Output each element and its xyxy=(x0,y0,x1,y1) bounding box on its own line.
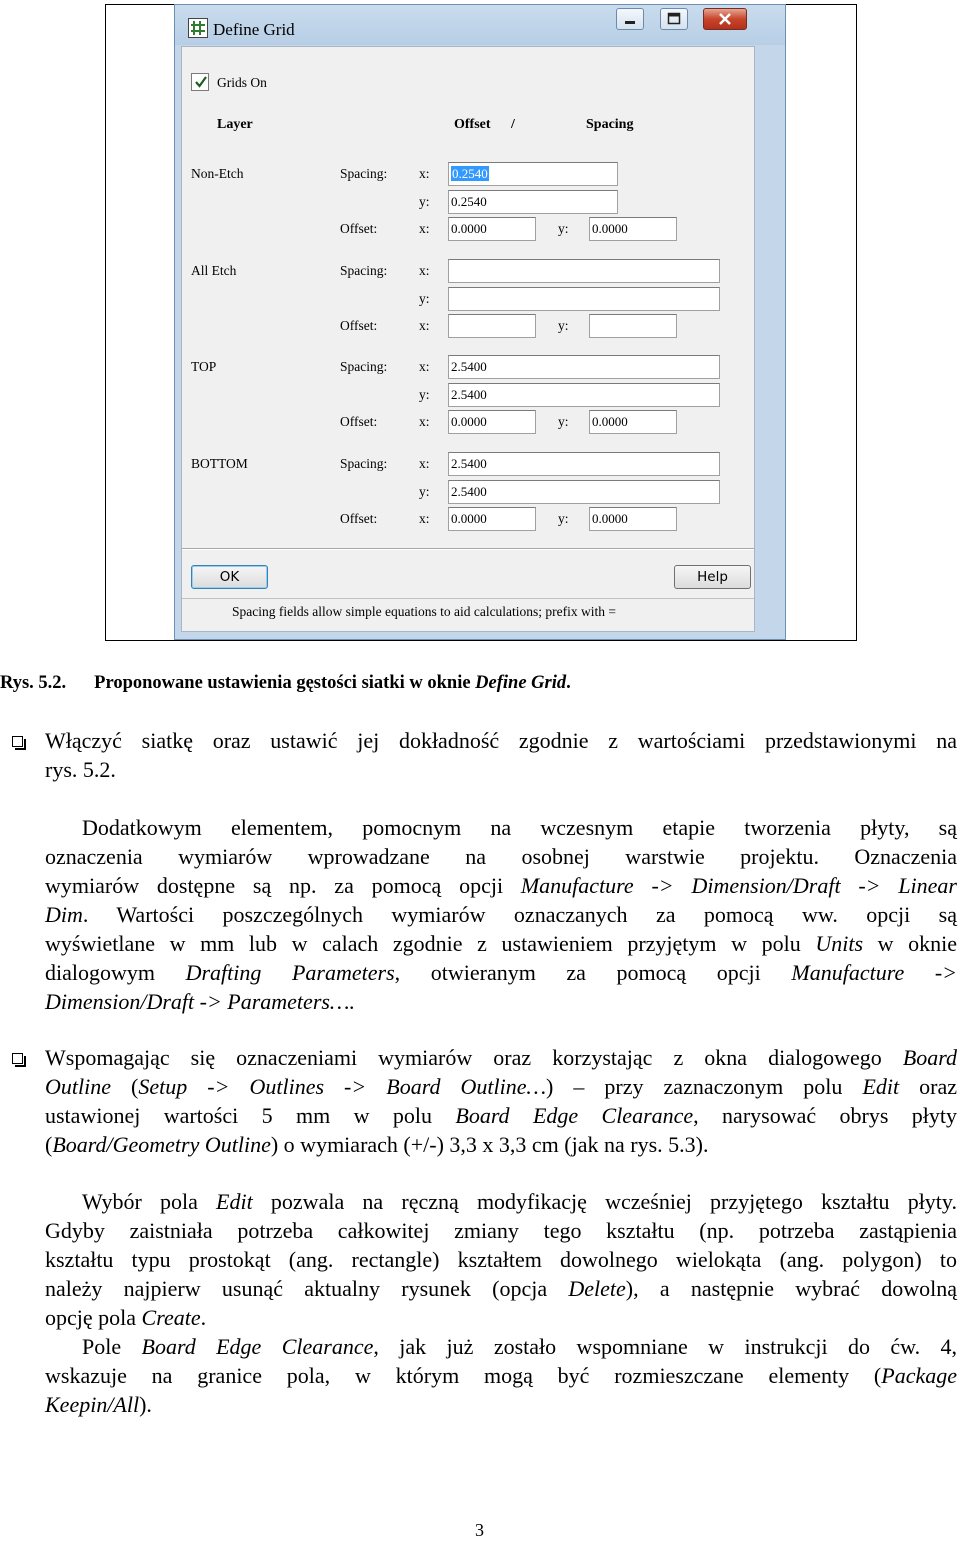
text-span: ) – przy zaznaczonym polu xyxy=(546,1074,863,1099)
y-label: y: xyxy=(419,194,430,209)
paragraph-3 xyxy=(45,1043,957,1159)
header-spacing: Spacing xyxy=(586,117,634,132)
spacing-label: Spacing: xyxy=(340,456,388,471)
x-label: x: xyxy=(419,318,430,333)
dialog-name: Board xyxy=(902,1045,957,1070)
text-span: wskazuje na granice pola, w którym mogą być rozmieszczane elementy ( xyxy=(45,1363,882,1388)
figure-caption xyxy=(0,673,571,694)
text-span: , jak już zostało wspomniane w instrukcji do ćw. 4, xyxy=(373,1334,957,1359)
menu-path: Manufacture -> Dimension/Draft -> Linear xyxy=(520,873,957,898)
bottom-spacing-x-input[interactable]: 2.5400 xyxy=(448,452,720,476)
status-text: Spacing fields allow simple equations to aid calculations; prefix with = xyxy=(232,604,617,619)
separator xyxy=(182,548,754,550)
text-line xyxy=(45,1390,957,1419)
text-span: w oknie xyxy=(863,931,957,956)
all-etch-spacing-x-input[interactable] xyxy=(448,259,720,283)
text-line xyxy=(45,1274,957,1303)
all-etch-offset-x-input[interactable] xyxy=(448,314,536,338)
text-line xyxy=(45,1101,957,1130)
non-etch-offset-y-input[interactable]: 0.0000 xyxy=(589,217,677,241)
y-label: y: xyxy=(558,318,569,333)
non-etch-offset-x-input[interactable]: 0.0000 xyxy=(448,217,536,241)
spacing-label: Spacing: xyxy=(340,166,388,181)
selected-value: 0.2540 xyxy=(452,166,488,181)
text-span: pozwala na ręczną modyfikację wcześniej przyjętego kształtu płyty. xyxy=(252,1189,957,1214)
text-span: . Wartości poszczególnych wymiarów oznaczanych za pomocą ww. opcji są xyxy=(82,902,957,927)
grids-on-label: Grids On xyxy=(217,75,267,90)
text-line: Dodatkowym elementem, pomocnym na wczesnym etapie tworzenia płyty, są xyxy=(82,815,957,840)
offset-label: Offset: xyxy=(340,318,378,333)
app-grid-icon xyxy=(188,18,208,38)
offset-label: Offset: xyxy=(340,221,378,236)
header-layer: Layer xyxy=(217,117,253,132)
paragraph-4 xyxy=(45,1187,957,1332)
text-span: ( xyxy=(45,1132,53,1157)
dialog-name: Outline xyxy=(45,1074,111,1099)
layer-name-all-etch: All Etch xyxy=(191,263,237,278)
text-line xyxy=(45,900,957,929)
text-line xyxy=(45,1332,957,1361)
header-slash: / xyxy=(511,117,515,132)
menu-path: Dimension/Draft -> Parameters…. xyxy=(45,989,355,1014)
grids-on-checkbox[interactable] xyxy=(191,73,209,91)
close-button[interactable] xyxy=(703,8,747,30)
y-label: y: xyxy=(419,291,430,306)
text-line: rys. 5.2. xyxy=(45,757,116,782)
text-line: kształtu typu prostokąt (ang. rectangle) kształtem dowolnego wielokąta (ang. polygon) to xyxy=(45,1247,957,1272)
caption-end: . xyxy=(566,673,571,693)
y-label: y: xyxy=(558,221,569,236)
text-span: ). xyxy=(139,1392,152,1417)
menu-path: Dim xyxy=(45,902,83,927)
spacing-label: Spacing: xyxy=(340,359,388,374)
field-name: Edit xyxy=(862,1074,900,1099)
text-span: oraz xyxy=(899,1074,957,1099)
menu-path: Board/Geometry Outline xyxy=(52,1132,271,1157)
text-span: dialogowym xyxy=(45,960,186,985)
bullet-icon xyxy=(12,1053,23,1064)
option-name: Delete xyxy=(568,1276,626,1301)
text-line xyxy=(45,1043,957,1072)
text-span: , otwieranym za pomocą opcji xyxy=(394,960,792,985)
x-label: x: xyxy=(419,166,430,181)
text-span: ), a następnie wybrać dowolną xyxy=(625,1276,958,1301)
non-etch-spacing-x-input[interactable] xyxy=(448,162,618,186)
text-span: należy najpierw usunąć aktualny rysunek (opcja xyxy=(45,1276,569,1301)
text-line xyxy=(45,1303,957,1332)
text-span: Wspomagając się oznaczeniami wymiarów oraz korzystając z okna dialogowego xyxy=(45,1045,903,1070)
y-label: y: xyxy=(558,511,569,526)
text-line xyxy=(45,1130,957,1159)
y-label: y: xyxy=(558,414,569,429)
minimize-icon xyxy=(617,9,643,29)
window-title: Define Grid xyxy=(213,20,295,39)
x-label: x: xyxy=(419,359,430,374)
text-span: ustawionej wartości 5 mm w polu xyxy=(45,1103,456,1128)
text-line xyxy=(45,958,957,987)
top-spacing-y-input[interactable]: 2.5400 xyxy=(448,383,720,407)
menu-path: Package xyxy=(881,1363,957,1388)
text-span: ( xyxy=(111,1074,139,1099)
spacing-label: Spacing: xyxy=(340,263,388,278)
bottom-offset-x-input[interactable]: 0.0000 xyxy=(448,507,536,531)
text-span: Wybór pola xyxy=(82,1189,217,1214)
menu-path: Setup -> Outlines -> Board Outline… xyxy=(138,1074,547,1099)
text-span: opcję pola xyxy=(45,1305,142,1330)
top-spacing-x-input[interactable]: 2.5400 xyxy=(448,355,720,379)
caption-italic: Define Grid xyxy=(475,673,567,693)
x-label: x: xyxy=(419,263,430,278)
x-label: x: xyxy=(419,456,430,471)
option-name: Create xyxy=(141,1305,201,1330)
bottom-spacing-y-input[interactable]: 2.5400 xyxy=(448,480,720,504)
offset-label: Offset: xyxy=(340,511,378,526)
paragraph-2 xyxy=(45,813,957,1016)
bullet-icon xyxy=(12,736,23,747)
text-span: ) o wymiarach (+/-) 3,3 x 3,3 cm (jak na rys. 5.3). xyxy=(270,1132,709,1157)
field-name: Units xyxy=(815,931,864,956)
offset-label: Offset: xyxy=(340,414,378,429)
menu-path: Keepin/All xyxy=(45,1392,140,1417)
text-span: wyświetlane w mm lub w calach zgodnie z ustawieniem przyjętym w polu xyxy=(45,931,816,956)
text-span: . xyxy=(200,1305,207,1330)
text-line xyxy=(45,929,957,958)
caption-label: Rys. 5.2. xyxy=(0,673,67,693)
bottom-offset-y-input[interactable]: 0.0000 xyxy=(589,507,677,531)
field-name: Board Edge Clearance xyxy=(141,1334,374,1359)
dialog-name: Drafting Parameters xyxy=(185,960,395,985)
close-icon xyxy=(704,9,746,29)
top-offset-y-input[interactable]: 0.0000 xyxy=(589,410,677,434)
help-button[interactable]: Help xyxy=(674,565,751,589)
x-label: x: xyxy=(419,511,430,526)
caption-text: Proponowane ustawienia gęstości siatki w oknie xyxy=(94,673,476,693)
paragraph-1 xyxy=(45,726,957,784)
maximize-icon xyxy=(661,9,687,29)
text-line: oznaczenia wymiarów wprowadzane na osobnej warstwie projektu. Oznaczenia xyxy=(45,844,957,869)
minimize-button[interactable] xyxy=(616,8,644,30)
text-line xyxy=(45,987,957,1016)
background-window-blur xyxy=(482,22,602,36)
field-name: Board Edge Clearance xyxy=(455,1103,694,1128)
text-span: , narysować obrys płyty xyxy=(693,1103,957,1128)
field-name: Edit xyxy=(216,1189,253,1214)
y-label: y: xyxy=(419,387,430,402)
checkmark-icon xyxy=(193,74,209,90)
text-line: Gdyby zaistniała potrzeba całkowitej zmiany tego kształtu (np. potrzeba zastąpienia xyxy=(45,1218,957,1243)
all-etch-spacing-y-input[interactable] xyxy=(448,287,720,311)
text-line: Włączyć siatkę oraz ustawić jej dokładność zgodnie z wartościami przedstawionymi na xyxy=(45,728,957,753)
maximize-button[interactable] xyxy=(660,8,688,30)
ok-button[interactable]: OK xyxy=(191,565,268,589)
menu-path: Manufacture -> xyxy=(791,960,957,985)
text-line xyxy=(45,871,957,900)
layer-name-top: TOP xyxy=(191,359,217,374)
text-line xyxy=(45,1072,957,1101)
dialog-client-area xyxy=(181,46,755,632)
text-span: Pole xyxy=(82,1334,142,1359)
text-line xyxy=(45,1187,957,1216)
layer-name-bottom: BOTTOM xyxy=(191,456,248,471)
layer-name-non-etch: Non-Etch xyxy=(191,166,244,181)
all-etch-offset-y-input[interactable] xyxy=(589,314,677,338)
x-label: x: xyxy=(419,414,430,429)
header-offset: Offset xyxy=(454,117,491,132)
top-offset-x-input[interactable]: 0.0000 xyxy=(448,410,536,434)
text-span: wymiarów dostępne są np. za pomocą opcji xyxy=(45,873,521,898)
non-etch-spacing-y-input[interactable]: 0.2540 xyxy=(448,190,618,214)
x-label: x: xyxy=(419,221,430,236)
page-number: 3 xyxy=(475,1520,484,1540)
paragraph-5 xyxy=(45,1332,957,1419)
text-line xyxy=(45,1361,957,1390)
y-label: y: xyxy=(419,484,430,499)
